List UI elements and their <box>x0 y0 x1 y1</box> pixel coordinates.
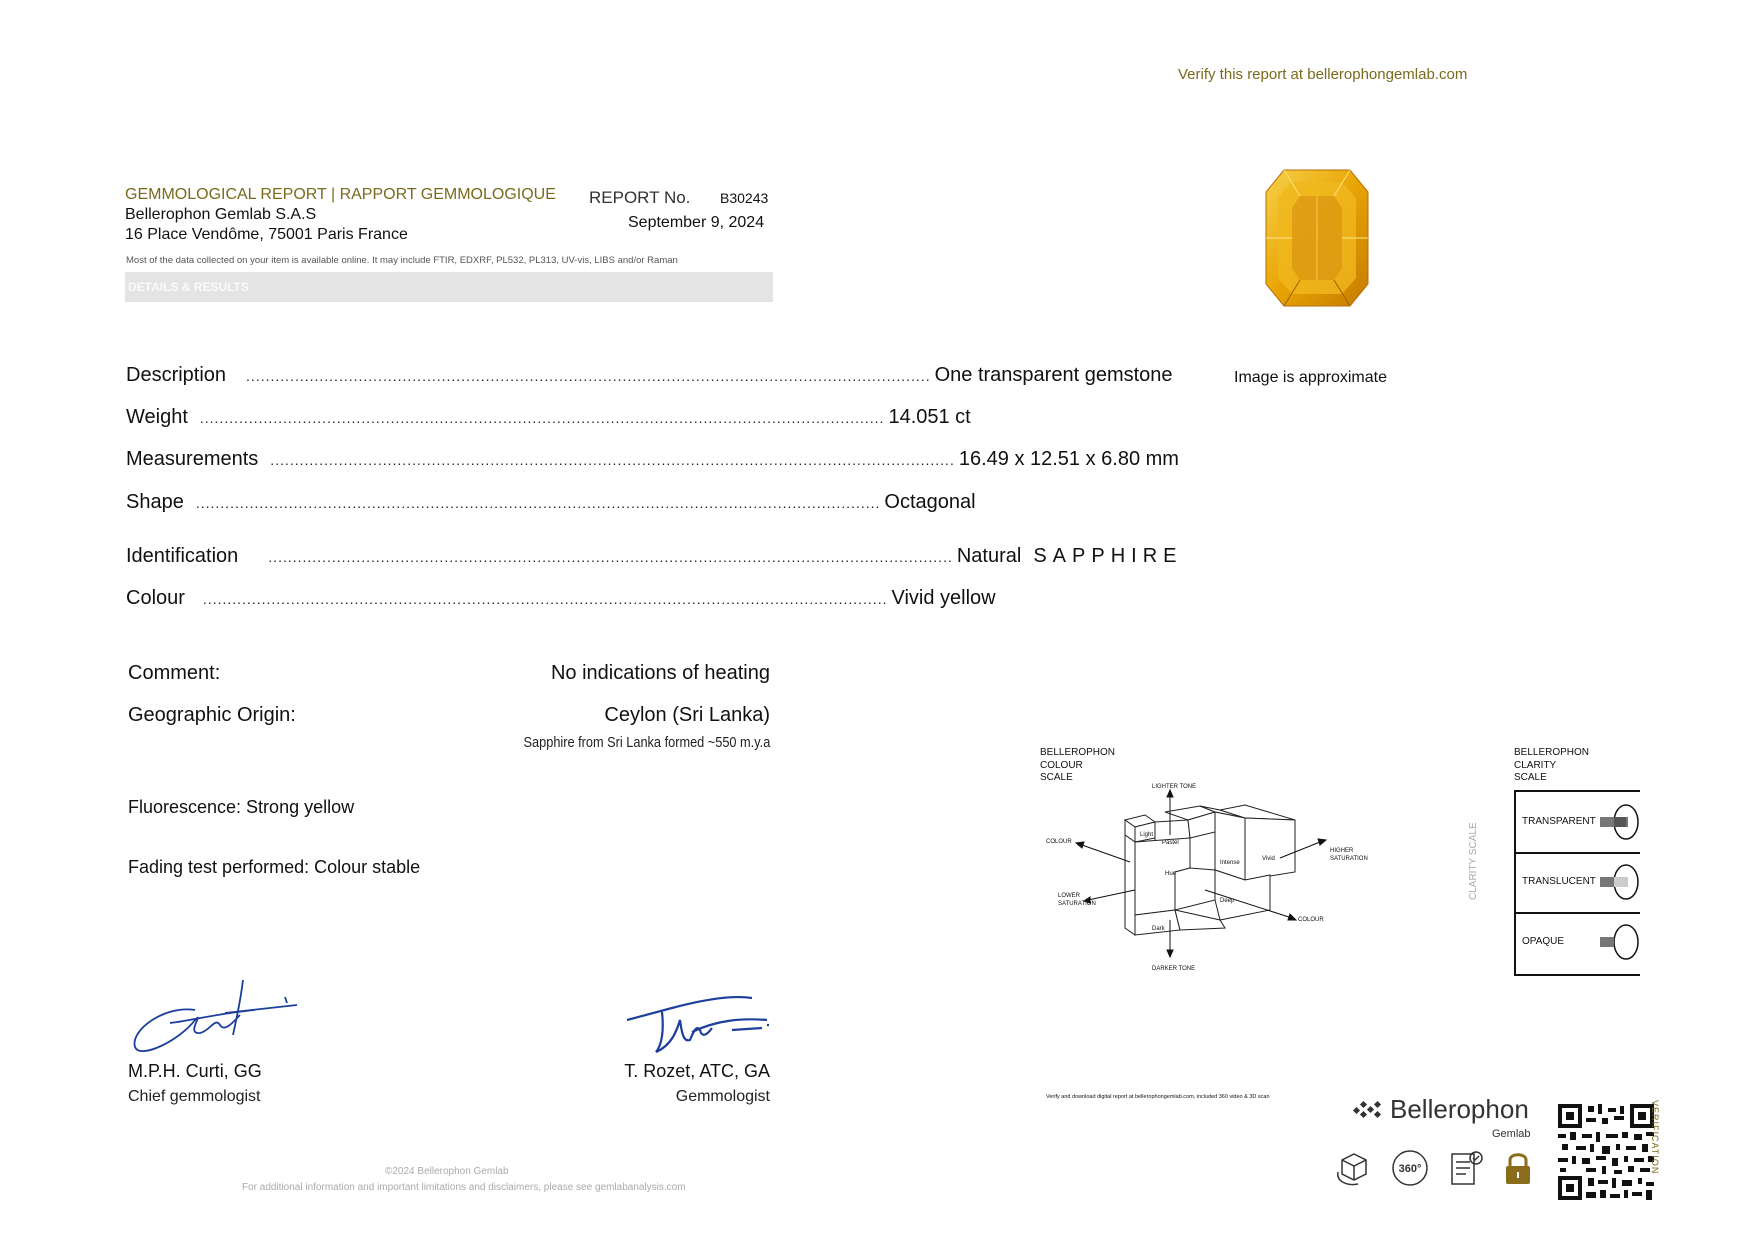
weight-value: 14.051 ct <box>888 406 971 428</box>
svg-text:SATURATION: SATURATION <box>1330 856 1368 862</box>
leader-dots: ............................................................................................................................................ <box>270 452 955 468</box>
signature-role-2: Gemmologist <box>675 1088 770 1105</box>
colour-row <box>126 587 996 613</box>
shape-row <box>126 491 976 517</box>
colour-scale-title: BELLEROPHON COLOUR SCALE <box>1040 747 1116 783</box>
section-bar-label: DETAILS & RESULTS <box>128 280 249 294</box>
svg-text:DARKER TONE: DARKER TONE <box>1152 966 1196 972</box>
origin-label: Geographic Origin: <box>128 704 296 726</box>
image-caption: Image is approximate <box>1234 369 1387 386</box>
signature-rozet <box>622 990 772 1060</box>
colour-value: Vivid yellow <box>891 587 996 609</box>
colour-scale-diagram <box>1040 780 1380 980</box>
leader-dots: ............................................................................................................................................ <box>199 410 885 426</box>
svg-text:Dark: Dark <box>1152 926 1165 932</box>
qr-code[interactable] <box>1558 1104 1654 1200</box>
svg-text:360°: 360° <box>1398 1163 1422 1175</box>
comment-value: No indications of heating <box>550 662 770 684</box>
report-title: GEMMOLOGICAL REPORT | RAPPORT GEMMOLOGIQUE <box>125 186 556 203</box>
leader-dots: ............................................................................................................................................ <box>202 591 888 607</box>
leader-dots: ............................................................................................................................................ <box>195 495 881 511</box>
comment-label: Comment: <box>128 662 221 684</box>
brand-logo-icon <box>1352 1098 1384 1122</box>
report-date: September 9, 2024 <box>628 214 765 231</box>
report-number-label: REPORT No. <box>589 188 691 207</box>
company-name: Bellerophon Gemlab S.A.S <box>125 206 317 223</box>
company-address: 16 Place Vendôme, 75001 Paris France <box>125 226 408 243</box>
clarity-scale-box <box>1514 790 1640 976</box>
svg-text:LOWER: LOWER <box>1058 893 1081 899</box>
lock-icon <box>1500 1148 1536 1188</box>
verification-label: VERIFICATION <box>1650 1100 1660 1175</box>
clarity-row-opaque: OPAQUE <box>1516 912 1640 972</box>
origin-row <box>128 704 770 727</box>
measurements-row <box>126 448 1179 474</box>
signature-role-1: Chief gemmologist <box>128 1088 261 1105</box>
identification-prefix: Natural <box>956 545 1022 567</box>
measurements-value: 16.49 x 12.51 x 6.80 mm <box>958 448 1179 470</box>
brand-subtitle: Gemlab <box>1492 1128 1531 1140</box>
fading-test: Fading test performed: Colour stable <box>128 857 421 877</box>
3d-scan-icon[interactable] <box>1334 1148 1374 1188</box>
svg-text:HIGHER: HIGHER <box>1330 848 1354 854</box>
clarity-scale-title: BELLEROPHON CLARITY SCALE <box>1514 747 1590 783</box>
data-note: Most of the data collected on your item is available online. It may include FTIR, EDXRF, PL532, PL313, UV-vis, LIBS and/or Raman <box>126 255 678 266</box>
report-number: B30243 <box>720 190 769 206</box>
svg-text:Hue: Hue <box>1165 871 1177 877</box>
identification-value: SAPPHIRE <box>1033 545 1183 567</box>
certificate-icon[interactable] <box>1446 1148 1486 1188</box>
measurements-label: Measurements <box>126 448 259 470</box>
clarity-row-translucent: TRANSLUCENT <box>1516 852 1640 914</box>
clarity-row-transparent: TRANSPARENT <box>1516 792 1640 854</box>
identification-row <box>126 545 1183 571</box>
svg-text:COLOUR: COLOUR <box>1046 839 1072 845</box>
weight-row <box>126 406 971 432</box>
brand-name: Bellerophon <box>1390 1094 1529 1124</box>
weight-label: Weight <box>126 406 188 428</box>
svg-text:COLOUR: COLOUR <box>1298 917 1324 923</box>
origin-value: Ceylon (Sri Lanka) <box>604 704 770 726</box>
shape-value: Octagonal <box>884 491 976 513</box>
clarity-scale-vertical-label: CLARITY SCALE <box>1468 822 1479 900</box>
description-row <box>126 364 1173 390</box>
svg-text:Pastel: Pastel <box>1162 840 1179 846</box>
svg-text:Vivid: Vivid <box>1262 856 1275 862</box>
leader-dots: ............................................................................................................................................ <box>268 549 953 565</box>
signature-name-2: T. Rozet, ATC, GA <box>624 1061 770 1081</box>
colour-label: Colour <box>126 587 185 609</box>
shape-label: Shape <box>126 491 184 513</box>
verify-link[interactable]: Verify this report at bellerophongemlab.com <box>1178 66 1468 83</box>
disclaimer: For additional information and important limitations and disclaimers, please see gemlabanalysis.com <box>242 1182 686 1193</box>
signature-name-1: M.P.H. Curti, GG <box>128 1061 262 1081</box>
origin-note: Sapphire from Sri Lanka formed ~550 m.y.a <box>523 734 770 751</box>
identification-label: Identification <box>126 545 239 567</box>
section-bar <box>125 272 773 302</box>
copyright: ©2024 Bellerophon Gemlab <box>385 1166 509 1177</box>
svg-text:Deep: Deep <box>1220 898 1235 904</box>
digital-report-caption: Verify and download digital report at bellerophongemlab.com, included 360 video & 3D scan <box>1046 1094 1270 1100</box>
description-value: One transparent gemstone <box>934 364 1173 386</box>
svg-text:Intense: Intense <box>1220 860 1240 866</box>
leader-dots: ............................................................................................................................................ <box>246 368 931 384</box>
svg-text:LIGHTER TONE: LIGHTER TONE <box>1152 784 1197 790</box>
gemstone-image <box>1262 168 1372 308</box>
signature-curti <box>125 975 310 1060</box>
360-video-icon[interactable] <box>1390 1148 1430 1188</box>
fluorescence: Fluorescence: Strong yellow <box>128 797 355 817</box>
description-label: Description <box>126 364 227 386</box>
comment-row <box>128 662 770 685</box>
svg-text:SATURATION: SATURATION <box>1058 901 1096 907</box>
svg-text:Light: Light <box>1140 832 1154 838</box>
